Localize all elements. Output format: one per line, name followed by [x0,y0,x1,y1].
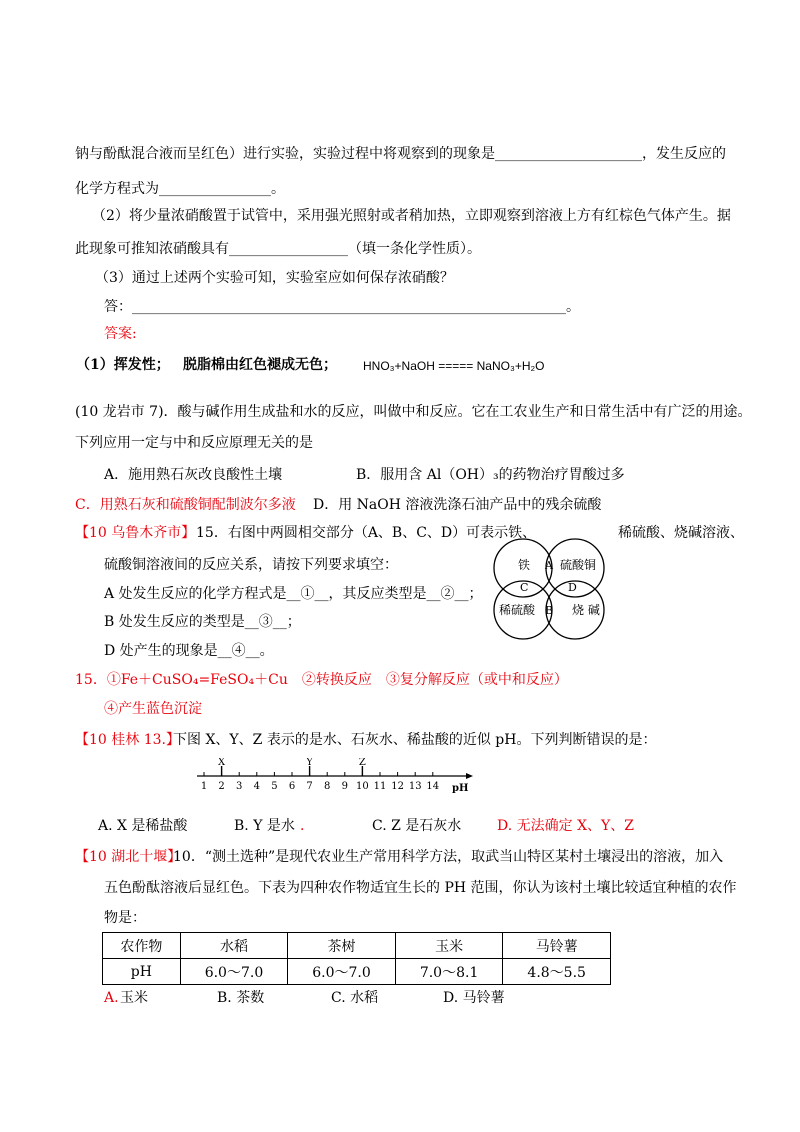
venn-label-naoh: 烧 碱 [572,603,600,617]
ph-tick-label: 5 [271,781,278,792]
answer-line: 脱脂棉由红色褪成无色； [183,357,337,373]
answer-line: 15．①Fe＋CuSO₄=FeSO₄＋Cu ②转换反应 ③复分解反应（或中和反应） [75,672,568,688]
crop-ph-table [102,932,611,985]
question-line: A 处发生反应的化学方程式是__①__，其反应类型是__②__； [104,586,483,602]
question-line: 15．右图中两圆相交部分（A、B、C、D）可表示铁、 [196,525,537,541]
option-d: D. 马铃薯 [443,990,505,1006]
question-line: 稀硫酸、烧碱溶液、 [618,525,744,541]
option-d: D. 无法确定 X、Y、Z [497,818,635,834]
venn-region-b: B [545,604,554,617]
text-line: 答：______________________________________________________________。 [104,299,580,315]
table-header-cell: 玉米 [395,933,503,959]
venn-region-d: D [568,581,577,594]
table-cell: 6.0～7.0 [180,959,288,985]
ph-axis-arrow [466,773,473,779]
question-line: 下列应用一定与中和反应原理无关的是 [75,435,313,451]
ph-tick-label: 2 [218,781,225,792]
option-c: C. 水稻 [331,990,379,1006]
venn-label-iron: 铁 [518,558,531,572]
question-line: D 处产生的现象是__④__。 [104,643,274,659]
table-cell: 6.0～7.0 [288,959,396,985]
ph-tick-label: 6 [288,781,296,792]
ph-tick-label: 8 [324,781,331,792]
option-d: D．用 NaOH 溶液洗涤石油产品中的残余硫酸 [313,497,602,513]
table-cell: 7.0～8.1 [395,959,503,985]
venn-region-a: A [545,559,553,572]
question-line: 五色酚酞溶液后显红色。下表为四种农作物适宜生长的 PH 范围，你认为该村土壤比较适宜种植的农作 [104,880,737,896]
venn-label-h2so4: 稀硫酸 [499,603,536,617]
ph-unit: pH [452,783,469,794]
question-tag: 【10 乌鲁木齐市】 [75,525,196,541]
text-line: （3）通过上述两个实验可知，实验室应如何保存浓硝酸？ [95,270,454,286]
option-b: B. 茶数 [217,990,265,1006]
option-a: A. X 是稀盐酸 [98,818,188,834]
mark-dot: . [300,818,305,834]
ph-marker-label: Y [306,758,313,768]
option-c: C．用熟石灰和硫酸铜配制波尔多液 [75,497,296,513]
ph-marker-label: Z [358,758,366,768]
answer-line: （1）挥发性； [76,357,170,373]
answer-line: ④产生蓝色沉淀 [104,701,202,717]
text-line: 化学方程式为________________。 [75,181,285,197]
venn-region-c: C [520,581,529,594]
question-line: B 处发生反应的类型是__③__； [104,614,301,630]
table-header-cell: 茶树 [288,933,396,959]
ph-tick-label: 12 [391,781,404,792]
question-tag: 【10 桂林 13.】 [75,732,180,748]
question-line: 10．“测土选种”是现代农业生产常用科学方法，取武当山特区某村土壤浸出的溶液，加入 [173,849,724,865]
answer-equation: HNO₃+NaOH ===== NaNO₃+H₂O [363,359,545,373]
ph-marker-label: X [218,758,226,768]
text-line: 钠与酚酞混合液而呈红色）进行实验，实验过程中将观察到的现象是_____________________，发生反应的 [75,146,726,162]
table-header-cell: 马铃薯 [503,933,611,959]
ph-tick-label: 13 [408,781,422,792]
text-line: （2）将少量浓硝酸置于试管中，采用强光照射或者稍加热，立即观察到溶液上方有红棕色气体产生。据 [92,208,731,224]
table-header-cell: 水稻 [180,933,288,959]
ph-tick-label: 14 [426,781,440,792]
venn-label-cuso4: 硫酸铜 [560,558,597,572]
table-cell: pH [103,959,181,985]
ph-tick-label: 7 [306,781,313,792]
answer-label: 答案: [104,326,137,342]
ph-tick-label: 10 [356,781,369,792]
option-b: B. Y 是水 [234,818,295,834]
ph-tick-label: 1 [200,781,208,792]
table-cell: 4.8～5.5 [503,959,611,985]
ph-tick-label: 3 [236,781,243,792]
option-a-text: 玉米 [120,990,148,1006]
ph-tick-label: 11 [373,781,387,792]
question-line: 硫酸铜溶液间的反应关系，请按下列要求填空： [104,557,398,573]
table-row [103,933,611,959]
question-line: 物是： [104,910,146,926]
question-tag: 【10 湖北十堰】 [75,849,182,865]
ph-scale [190,758,480,796]
question-line: 下图 X、Y、Z 表示的是水、石灰水、稀盐酸的近似 pH。下列判断错误的是： [173,732,657,748]
text-line: 此现象可推知浓硝酸具有_________________（填一条化学性质）。 [75,241,481,257]
option-a: A. [104,990,119,1006]
option-c: C. Z 是石灰水 [372,818,462,834]
ph-tick-label: 9 [341,781,348,792]
table-row [103,959,611,985]
option-a: A．施用熟石灰改良酸性土壤 [104,467,283,483]
ph-tick-label: 4 [253,781,260,792]
venn-diagram [488,538,613,643]
option-b: B．服用含 Al（OH）₃的药物治疗胃酸过多 [356,467,625,483]
question-line: (10 龙岩市 7)．酸与碱作用生成盐和水的反应，叫做中和反应。它在工农业生产和日常生活中有广泛的用途。 [75,404,752,420]
table-header-cell: 农作物 [103,933,181,959]
